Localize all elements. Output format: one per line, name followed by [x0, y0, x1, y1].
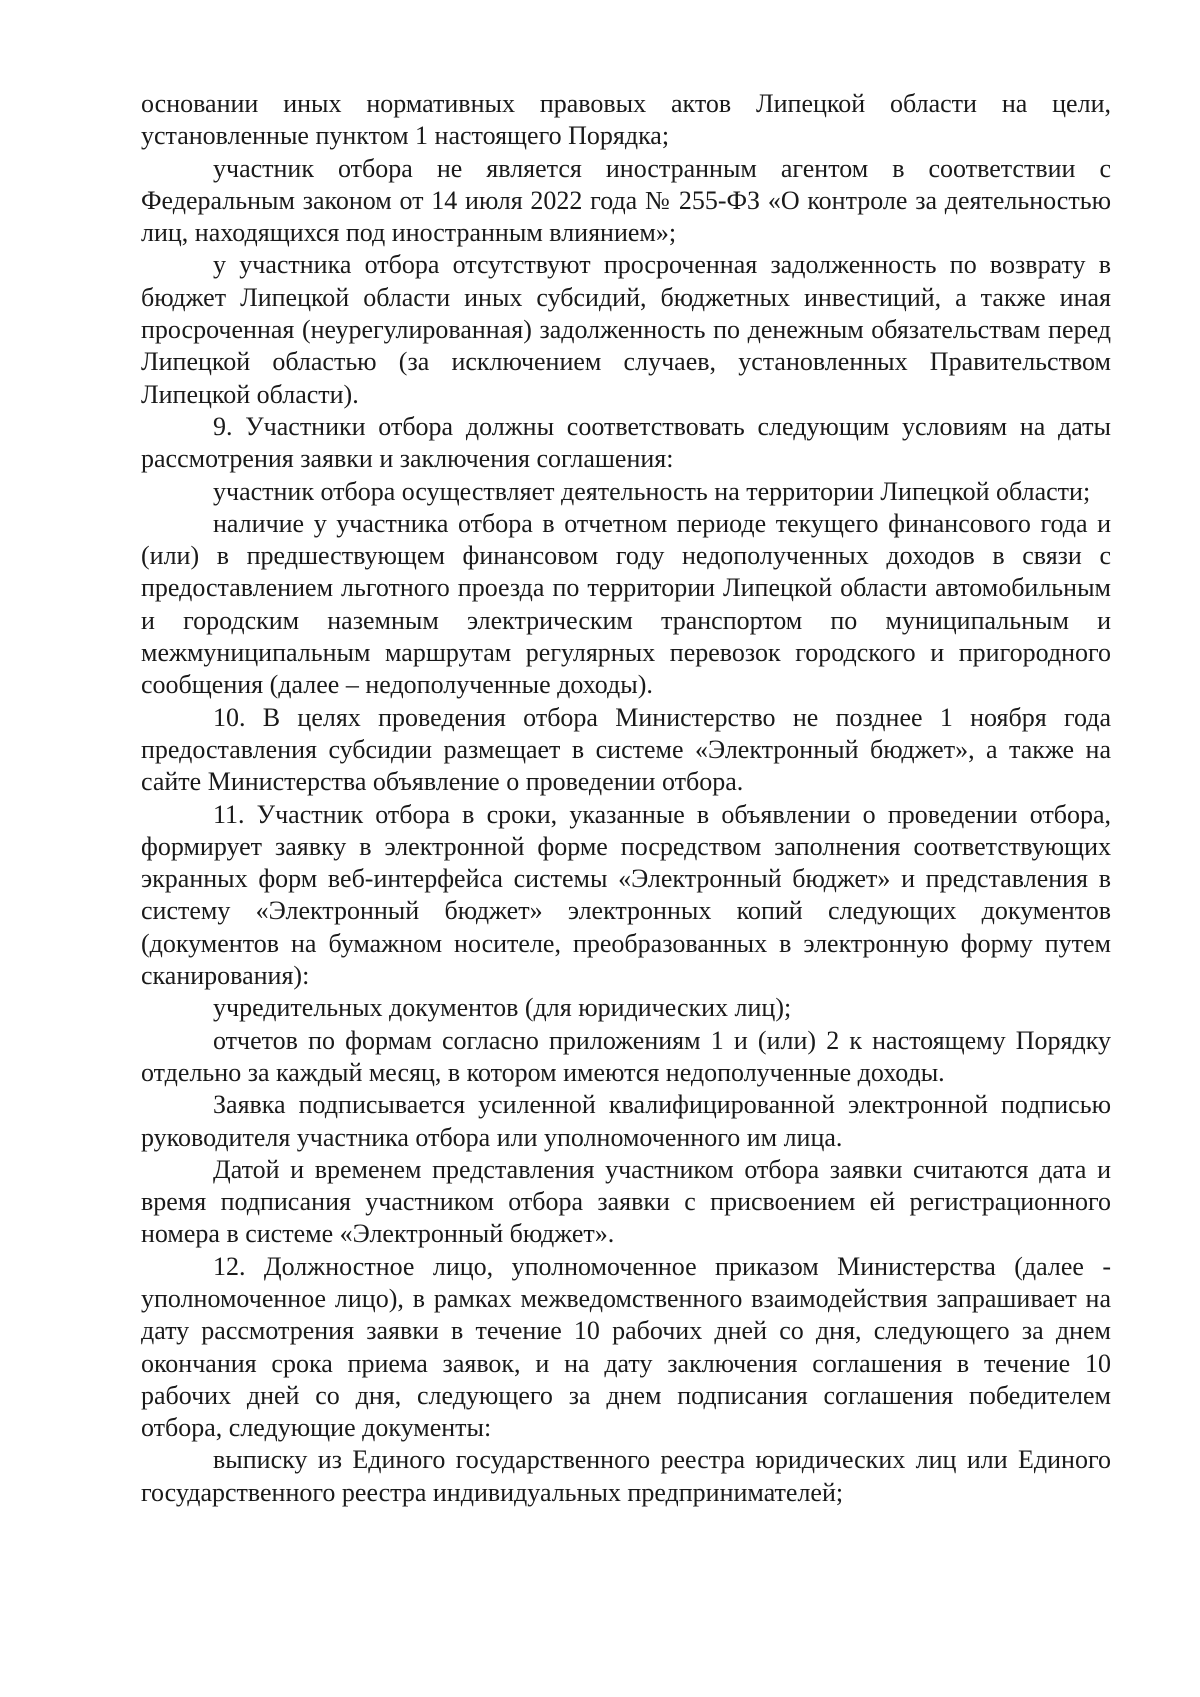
- paragraph-foreign-agent: участник отбора не является иностранным агентом в соответствии с Федеральным законом от 14 июля 2022 года № 255-ФЗ «О контроле за деятельностью лиц, находящихся под иностранным влиянием»;: [141, 153, 1111, 248]
- paragraph-registry-extract: выписку из Единого государственного реестра юридических лиц или Единого государственного реестра индивидуальных предпринимателей;: [141, 1445, 1111, 1507]
- paragraph-item-10: 10. В целях проведения отбора Министерство не позднее 1 ноября года предоставления субсидии размещает в системе «Электронный бюджет», а также на сайте Министерства объявление о проведении отбора.: [141, 702, 1111, 797]
- paragraph-lost-income: наличие у участника отбора в отчетном периоде текущего финансового года и (или) в предшествующем финансовом году недополученных доходов в связи с предоставлением льготного проезда по территории Липецкой области автомобильным и городским наземным электрическим транспортом по муниципальным и межмуниципальным маршрутам регулярных перевозок городского и пригородного сообщения (далее – недополученные доходы).: [141, 508, 1111, 700]
- paragraph-signature: Заявка подписывается усиленной квалифицированной электронной подписью руководителя участника отбора или уполномоченного им лица.: [141, 1090, 1111, 1152]
- paragraph-item-11: 11. Участник отбора в сроки, указанные в объявлении о проведении отбора, формирует заявку в электронной форме посредством заполнения соответствующих экранных форм веб-интерфейса системы «Электронный бюджет» и представления в систему «Электронный бюджет» электронных копий следующих документов (документов на бумажном носителе, преобразованных в электронную форму путем сканирования):: [141, 799, 1111, 991]
- paragraph-activity-territory: участник отбора осуществляет деятельность на территории Липецкой области;: [213, 476, 1091, 506]
- paragraph-continuation: основании иных нормативных правовых актов Липецкой области на цели, установленные пунктом 1 настоящего Порядка;: [141, 89, 1111, 151]
- document-body: [141, 88, 1111, 1509]
- paragraph-item-9: 9. Участники отбора должны соответствовать следующим условиям на даты рассмотрения заявки и заключения соглашения:: [141, 411, 1111, 474]
- paragraph-founding-docs: учредительных документов (для юридических лиц);: [213, 993, 792, 1023]
- paragraph-no-debt: у участника отбора отсутствуют просроченная задолженность по возврату в бюджет Липецкой области иных субсидий, бюджетных инвестиций, а также иная просроченная (неурегулированная) задолженность по денежным обязательствам перед Липецкой областью (за исключением случаев, установленных Правительством Липецкой области).: [141, 250, 1111, 409]
- paragraph-submission-date: Датой и временем представления участником отбора заявки считаются дата и время подписания участником отбора заявки с присвоением ей регистрационного номера в системе «Электронный бюджет».: [141, 1154, 1111, 1249]
- paragraph-reports: отчетов по формам согласно приложениям 1 и (или) 2 к настоящему Порядку отдельно за каждый месяц, в котором имеются недополученные доходы.: [141, 1025, 1111, 1087]
- paragraph-item-12: 12. Должностное лицо, уполномоченное приказом Министерства (далее - уполномоченное лицо), в рамках межведомственного взаимодействия запрашивает на дату рассмотрения заявки в течение 10 рабочих дней со дня, следующего за днем окончания срока приема заявок, и на дату заключения соглашения в течение 10 рабочих дней со дня, следующего за днем подписания соглашения победителем отбора, следующие документы:: [141, 1251, 1111, 1443]
